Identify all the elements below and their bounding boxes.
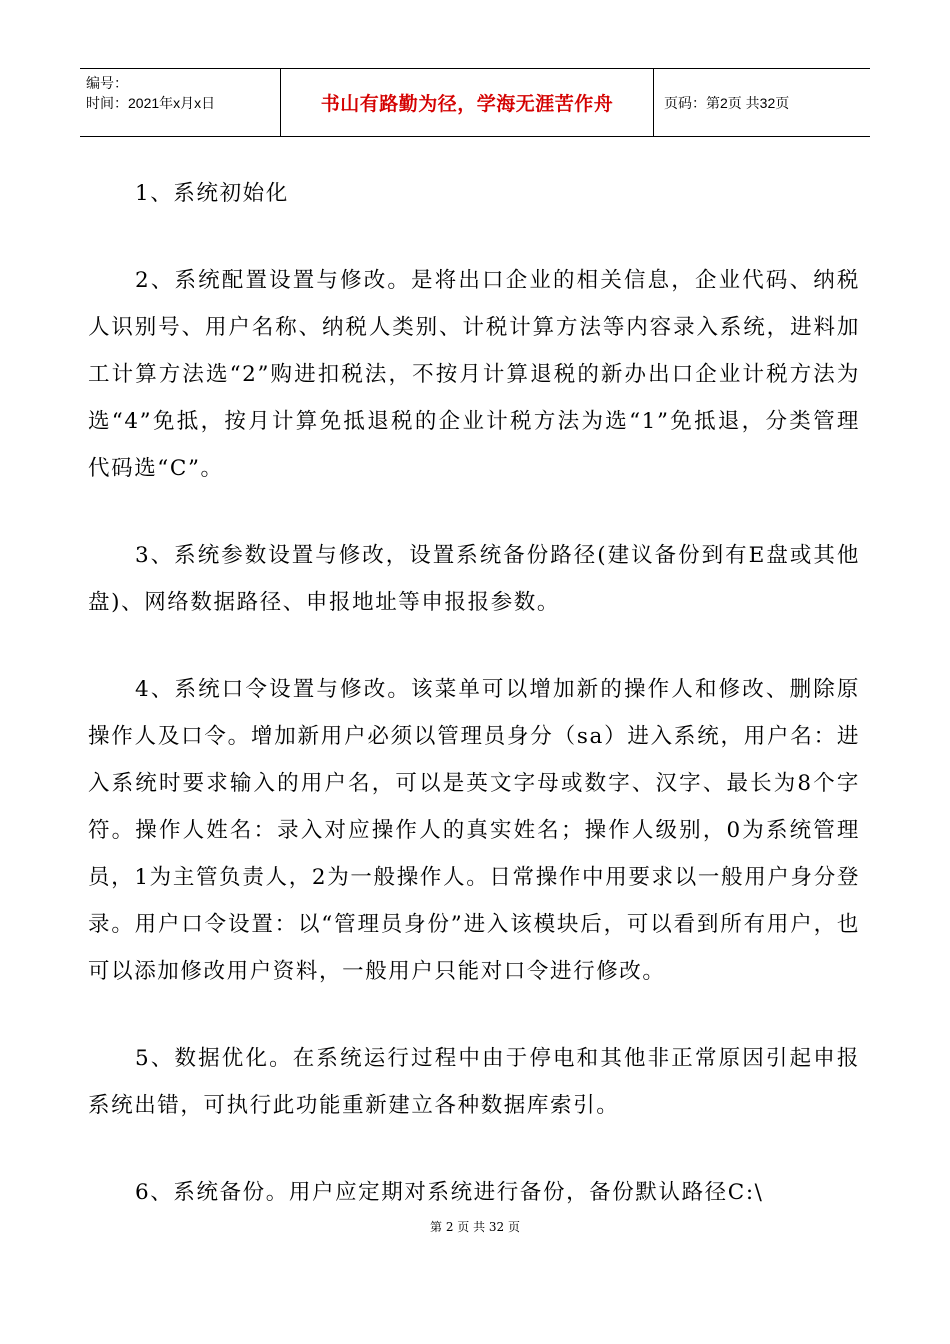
paragraph-4: 4、系统口令设置与修改。该菜单可以增加新的操作人和修改、删除原操作人及口令。增加新用户必须以管理员身分（sa）进入系统，用户名：进入系统时要求输入的用户名，可以是英文字母或数字、汉字、最长为8个字符。操作人姓名：录入对应操作人的真实姓名；操作人级别，0为系统管理员，1为主管负责人，2为一般操作人。日常操作中用要求以一般用户身分登录。用户口令设置：以“管理员身份”进入该模块后，可以看到所有用户，也可以添加修改用户资料，一般用户只能对口令进行修改。 bbox=[88, 677, 860, 984]
document-date: 时间：2021年x月x日 bbox=[86, 95, 216, 111]
paragraph-5: 5、数据优化。在系统运行过程中由于停电和其他非正常原因引起申报系统出错，可执行此功能重新建立各种数据库索引。 bbox=[88, 1046, 860, 1118]
document-number-label: 编号： bbox=[86, 75, 128, 91]
paragraph-3: 3、系统参数设置与修改，设置系统备份路径(建议备份到有E盘或其他盘)、网络数据路径、申报地址等申报报参数。 bbox=[88, 543, 860, 615]
paragraph-2: 2、系统配置设置与修改。是将出口企业的相关信息，企业代码、纳税人识别号、用户名称、纳税人类别、计税计算方法等内容录入系统，进料加工计算方法选“2”购进扣税法，不按月计算退税的新办出口企业计税方法为选“4”免抵，按月计算免抵退税的企业计税方法为选“1”免抵退，分类管理代码选“C”。 bbox=[88, 268, 860, 481]
document-body bbox=[88, 170, 860, 1256]
header-motto: 书山有路勤为径，学海无涯苦作舟 bbox=[281, 69, 654, 136]
page-header bbox=[80, 68, 870, 137]
page-footer: 第 2 页 共 32 页 bbox=[430, 1220, 520, 1234]
header-page-info: 页码：第2页 共32页 bbox=[664, 94, 790, 111]
header-meta bbox=[80, 69, 281, 136]
paragraph-6: 6、系统备份。用户应定期对系统进行备份，备份默认路径C:\ bbox=[135, 1180, 764, 1205]
paragraph-1: 1、系统初始化 bbox=[135, 181, 289, 206]
